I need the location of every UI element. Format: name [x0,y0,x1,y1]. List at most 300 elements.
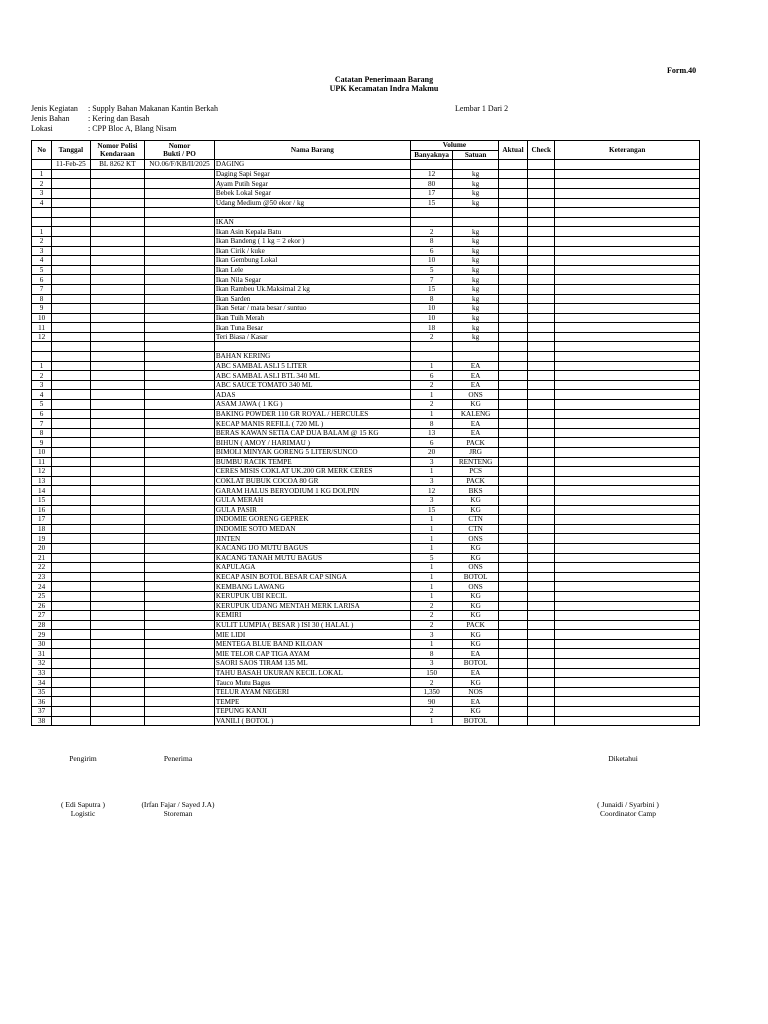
empty-cell [90,572,145,582]
empty-cell [498,697,527,707]
empty-cell [555,572,700,582]
row-no: 6 [32,409,52,419]
empty-cell [498,332,527,342]
empty-cell [498,284,527,294]
table-row [32,313,700,323]
empty-cell [52,678,90,688]
header-nopol-line2: Kendaraan [100,150,135,159]
row-nama-barang: BIMOLI MINYAK GORENG 5 LITER/SUNCO [214,448,410,458]
signature-name-penerima: (Irfan Fajar / Sayed J.A) [141,800,215,809]
row-no: 10 [32,313,52,323]
row-no: 18 [32,524,52,534]
empty-cell [145,400,215,410]
row-nama-barang: Tauco Mutu Bagus [214,678,410,688]
empty-cell [498,265,527,275]
empty-cell [528,591,555,601]
row-satuan: EA [453,428,498,438]
blank-row [32,342,700,352]
empty-cell [52,639,90,649]
empty-cell [555,515,700,525]
row-nama-barang: ADAS [214,390,410,400]
empty-cell [52,284,90,294]
row-banyaknya: 10 [410,313,452,323]
empty-cell [145,457,215,467]
empty-cell [32,217,52,227]
row-no: 2 [32,371,52,381]
table-row [32,591,700,601]
table-row [32,572,700,582]
empty-cell [145,630,215,640]
empty-cell [145,524,215,534]
empty-cell [145,707,215,717]
goods-receipt-table [31,140,700,726]
row-banyaknya: 13 [410,428,452,438]
table-row [32,236,700,246]
empty-cell [528,620,555,630]
row-nama-barang: TAHU BASAH UKURAN KECIL LOKAL [214,668,410,678]
empty-cell [52,208,90,218]
row-satuan: kg [453,198,498,208]
empty-cell [52,467,90,477]
empty-cell [528,275,555,285]
empty-cell [145,438,215,448]
empty-cell [32,352,52,362]
empty-cell [52,332,90,342]
row-nama-barang: KECAP ASIN BOTOL BESAR CAP SINGA [214,572,410,582]
info-value-lokasi: : CPP Bloc A, Blang Nisam [88,124,177,133]
empty-cell [410,217,452,227]
row-satuan: CTN [453,515,498,525]
empty-cell [555,304,700,314]
empty-cell [410,342,452,352]
empty-cell [90,543,145,553]
empty-cell [498,380,527,390]
row-nama-barang: SAORI SAOS TIRAM 135 ML [214,659,410,669]
empty-cell [52,687,90,697]
empty-cell [90,409,145,419]
empty-cell [555,553,700,563]
row-banyaknya: 2 [410,332,452,342]
empty-cell [52,246,90,256]
empty-cell [498,400,527,410]
empty-cell [52,371,90,381]
signature-role-penerima: Storeman [163,809,193,818]
empty-cell [555,323,700,333]
empty-cell [453,352,498,362]
section-name: IKAN [214,217,410,227]
row-banyaknya: 1 [410,639,452,649]
row-no: 7 [32,284,52,294]
table-row [32,582,700,592]
row-banyaknya: 7 [410,275,452,285]
table-row [32,448,700,458]
empty-cell [555,697,700,707]
row-satuan: EA [453,419,498,429]
empty-cell [498,169,527,179]
row-satuan: KG [453,400,498,410]
empty-cell [528,352,555,362]
row-satuan: EA [453,649,498,659]
row-nama-barang: Ikan Bandeng ( 1 kg = 2 ekor ) [214,236,410,246]
empty-cell [498,687,527,697]
empty-cell [528,217,555,227]
empty-cell [555,428,700,438]
empty-cell [90,716,145,726]
empty-cell [52,495,90,505]
row-satuan: NOS [453,687,498,697]
empty-cell [52,304,90,314]
empty-cell [410,160,452,170]
empty-cell [52,294,90,304]
empty-cell [498,505,527,515]
empty-cell [498,495,527,505]
empty-cell [90,246,145,256]
empty-cell [555,380,700,390]
row-satuan: KG [453,639,498,649]
row-no: 9 [32,438,52,448]
empty-cell [528,649,555,659]
table-row [32,563,700,573]
row-nama-barang: MENTEGA BLUE BAND KILOAN [214,639,410,649]
empty-cell [90,438,145,448]
empty-cell [90,601,145,611]
empty-cell [528,265,555,275]
row-banyaknya: 15 [410,505,452,515]
empty-cell [528,169,555,179]
row-satuan: ONS [453,390,498,400]
empty-cell [145,572,215,582]
empty-cell [90,476,145,486]
empty-cell [410,208,452,218]
document-title: Catatan Penerimaan Barang [334,75,434,84]
empty-cell [555,591,700,601]
empty-cell [52,448,90,458]
row-banyaknya: 1 [410,409,452,419]
table-row [32,649,700,659]
row-satuan: kg [453,188,498,198]
empty-cell [145,236,215,246]
row-satuan: KG [453,543,498,553]
empty-cell [145,352,215,362]
empty-cell [90,419,145,429]
empty-cell [145,716,215,726]
row-no: 34 [32,678,52,688]
row-nama-barang: ABC SAUCE TOMATO 340 ML [214,380,410,390]
empty-cell [90,275,145,285]
row-satuan: EA [453,380,498,390]
empty-cell [528,371,555,381]
row-no: 2 [32,179,52,189]
empty-cell [145,678,215,688]
empty-cell [145,620,215,630]
table-row [32,659,700,669]
empty-cell [52,236,90,246]
empty-cell [52,400,90,410]
table-row [32,400,700,410]
row-satuan: JRG [453,448,498,458]
empty-cell [453,342,498,352]
row-satuan: KG [453,630,498,640]
table-row [32,515,700,525]
signature-title-pengirim: Pengirim [69,754,97,763]
empty-cell [555,467,700,477]
empty-cell [528,227,555,237]
empty-cell [498,428,527,438]
empty-cell [528,198,555,208]
empty-cell [528,486,555,496]
empty-cell [90,304,145,314]
row-satuan: KALENG [453,409,498,419]
empty-cell [528,543,555,553]
row-banyaknya: 6 [410,438,452,448]
row-nama-barang: TEPUNG KANJI [214,707,410,717]
empty-cell [498,294,527,304]
empty-cell [528,630,555,640]
empty-cell [52,179,90,189]
empty-cell [90,457,145,467]
table-row [32,332,700,342]
empty-cell [498,275,527,285]
row-banyaknya: 8 [410,236,452,246]
row-nama-barang: KAPULAGA [214,563,410,573]
row-no: 8 [32,428,52,438]
empty-cell [528,409,555,419]
row-banyaknya: 15 [410,284,452,294]
empty-cell [528,323,555,333]
empty-cell [90,639,145,649]
row-satuan: KG [453,611,498,621]
row-satuan: BOTOL [453,572,498,582]
row-no: 7 [32,419,52,429]
empty-cell [145,342,215,352]
empty-cell [528,380,555,390]
empty-cell [145,515,215,525]
table-row [32,284,700,294]
empty-cell [555,256,700,266]
empty-cell [528,428,555,438]
empty-cell [555,659,700,669]
empty-cell [555,639,700,649]
row-satuan: KG [453,553,498,563]
empty-cell [52,649,90,659]
row-tanggal: 11-Feb-25 [52,160,90,170]
info-label-kegiatan: Jenis Kegiatan [31,104,78,113]
signature-role-diketahui: Coordinator Camp [599,809,657,818]
empty-cell [52,524,90,534]
empty-cell [145,265,215,275]
row-satuan: kg [453,265,498,275]
row-banyaknya: 1 [410,582,452,592]
row-no: 12 [32,332,52,342]
empty-cell [90,169,145,179]
row-no: 20 [32,543,52,553]
row-nama-barang: BERAS KAWAN SETIA CAP DUA BALAM @ 15 KG [214,428,410,438]
table-row [32,543,700,553]
blank-row [32,208,700,218]
row-no: 29 [32,630,52,640]
empty-cell [498,342,527,352]
empty-cell [555,668,700,678]
empty-cell [528,342,555,352]
table-row [32,467,700,477]
row-no: 3 [32,246,52,256]
empty-cell [52,188,90,198]
row-satuan: kg [453,313,498,323]
empty-cell [555,582,700,592]
row-nama-barang: KULIT LUMPIA ( BESAR ) ISI 30 ( HALAL ) [214,620,410,630]
row-banyaknya: 3 [410,630,452,640]
table-row [32,687,700,697]
empty-cell [145,323,215,333]
table-row [32,639,700,649]
empty-cell [90,265,145,275]
empty-cell [90,332,145,342]
header-bukti-line1: Nomor [168,141,191,150]
empty-cell [52,630,90,640]
empty-cell [498,553,527,563]
row-no: 27 [32,611,52,621]
empty-cell [52,323,90,333]
row-satuan: KG [453,601,498,611]
table-row [32,553,700,563]
empty-cell [528,678,555,688]
empty-cell [52,707,90,717]
empty-cell [528,601,555,611]
empty-cell [528,419,555,429]
row-no: 35 [32,687,52,697]
header-bukti-line2: Bukti / PO [163,150,196,159]
row-no: 5 [32,400,52,410]
row-no: 36 [32,697,52,707]
row-nama-barang: KERUPUK UBI KECIL [214,591,410,601]
empty-cell [555,438,700,448]
empty-cell [498,352,527,362]
row-no: 25 [32,591,52,601]
row-banyaknya: 1 [410,467,452,477]
empty-cell [145,697,215,707]
row-satuan: PACK [453,438,498,448]
signature-title-penerima: Penerima [163,754,193,763]
empty-cell [145,332,215,342]
row-satuan: ONS [453,534,498,544]
empty-cell [145,169,215,179]
empty-cell [555,620,700,630]
empty-cell [90,323,145,333]
row-nama-barang: TEMPE [214,697,410,707]
empty-cell [145,208,215,218]
empty-cell [90,659,145,669]
table-row [32,611,700,621]
section-name: BAHAN KERING [214,352,410,362]
empty-cell [555,687,700,697]
empty-cell [90,188,145,198]
row-satuan: PACK [453,620,498,630]
empty-cell [555,400,700,410]
empty-cell [145,198,215,208]
row-banyaknya: 2 [410,620,452,630]
empty-cell [90,467,145,477]
row-satuan: EA [453,361,498,371]
empty-cell [498,217,527,227]
row-no: 24 [32,582,52,592]
table-row [32,380,700,390]
row-no: 13 [32,476,52,486]
row-no: 11 [32,323,52,333]
empty-cell [555,409,700,419]
empty-cell [498,678,527,688]
empty-cell [555,630,700,640]
empty-cell [498,716,527,726]
row-banyaknya: 90 [410,697,452,707]
empty-cell [498,524,527,534]
table-row [32,601,700,611]
table-row [32,697,700,707]
empty-cell [145,428,215,438]
empty-cell [528,716,555,726]
table-row [32,169,700,179]
table-row [32,457,700,467]
signature-name-pengirim: ( Edi Saputra ) [61,800,105,809]
signature-title-diketahui: Diketahui [608,754,638,763]
empty-cell [555,169,700,179]
row-satuan: kg [453,227,498,237]
row-kendaraan: BL 8262 KT [90,160,145,170]
table-body [32,160,700,726]
table-row [32,275,700,285]
row-no: 2 [32,236,52,246]
row-no: 3 [32,380,52,390]
row-nama-barang: Bebek Lokal Segar [214,188,410,198]
row-banyaknya: 1 [410,563,452,573]
row-no: 15 [32,495,52,505]
table-row [32,524,700,534]
info-label-lokasi: Lokasi [31,124,53,133]
empty-cell [555,678,700,688]
empty-cell [145,371,215,381]
empty-cell [498,409,527,419]
row-nama-barang: KEMBANG LAWANG [214,582,410,592]
empty-cell [555,265,700,275]
empty-cell [214,208,410,218]
empty-cell [555,313,700,323]
table-row [32,198,700,208]
empty-cell [145,294,215,304]
empty-cell [145,419,215,429]
empty-cell [90,687,145,697]
header-tanggal: Tanggal [52,141,90,160]
empty-cell [90,611,145,621]
document-subtitle: UPK Kecamatan Indra Makmu [329,84,439,93]
row-satuan: kg [453,294,498,304]
row-nama-barang: KEMIRI [214,611,410,621]
table-row [32,678,700,688]
empty-cell [52,227,90,237]
empty-cell [555,361,700,371]
empty-cell [90,591,145,601]
row-banyaknya: 1 [410,515,452,525]
row-satuan: BOTOL [453,659,498,669]
empty-cell [528,467,555,477]
info-value-kegiatan: : Supply Bahan Makanan Kantin Berkah [88,104,218,113]
empty-cell [555,352,700,362]
empty-cell [145,591,215,601]
row-banyaknya: 6 [410,246,452,256]
empty-cell [90,678,145,688]
empty-cell [555,524,700,534]
empty-cell [52,361,90,371]
empty-cell [90,217,145,227]
empty-cell [528,256,555,266]
